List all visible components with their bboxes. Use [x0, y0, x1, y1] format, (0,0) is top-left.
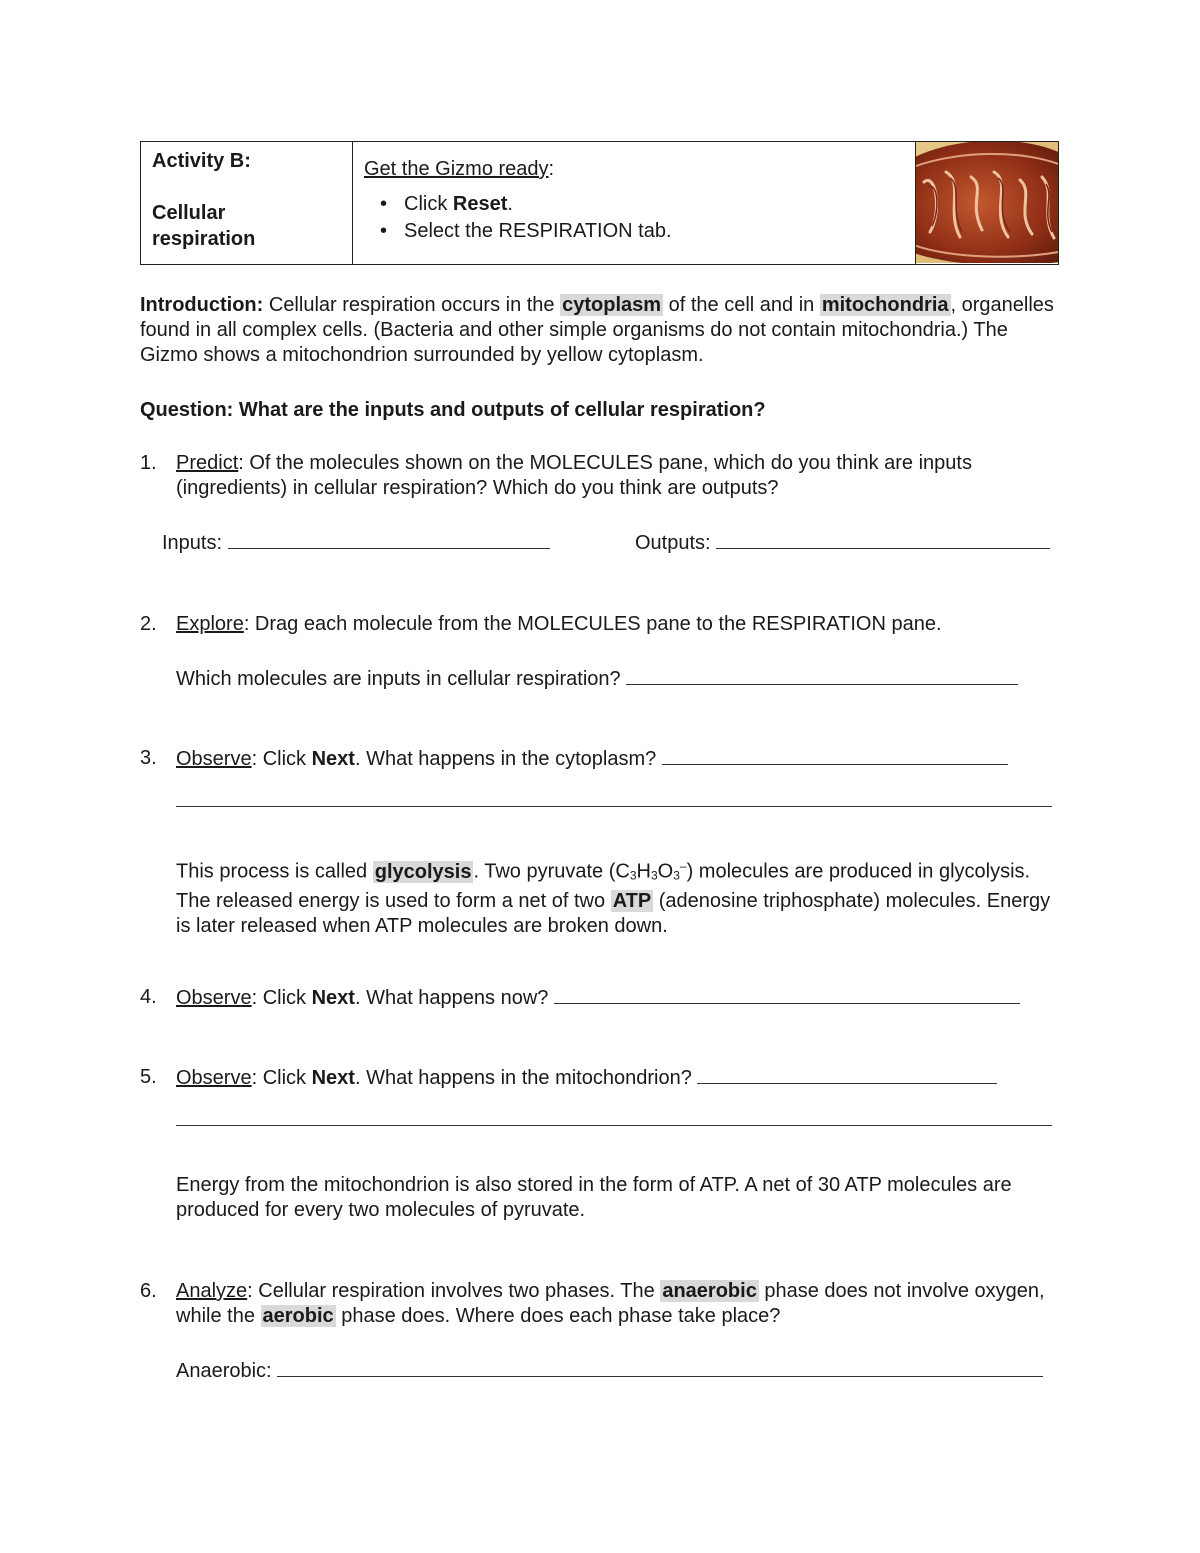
q3-answer-line-2[interactable] — [176, 806, 1052, 807]
term-glycolysis: glycolysis — [374, 860, 472, 883]
atp-paragraph: Energy from the mitochondrion is also stored in the form of ATP. A net of 30 ATP molecules are produced for every two molecules of pyruvate. — [176, 1174, 1012, 1221]
q5-answer-line-2[interactable] — [176, 1125, 1052, 1126]
setup-instructions-cell: Get the Gizmo ready: • Click Reset. • Select the RESPIRATION tab. — [353, 142, 916, 264]
activity-label: Activity B: — [152, 150, 251, 172]
outputs-answer-line[interactable]: Outputs: — [635, 530, 1050, 556]
term-cytoplasm: cytoplasm — [562, 294, 662, 316]
glycolysis-paragraph: This process is called glycolysis . Two pyruvate $(C_3H_3O_3^-)$ molecules are produced in glycolysis. The released energy is used to form a net of two ATP (adenosine triphosphate) molecules. Energy is later released when ATP molecules are broken down. — [176, 859, 1051, 937]
question-3: 3. Observe: Click Next. What happens in the cytoplasm? — [140, 746, 1060, 772]
activity-title-cell — [141, 142, 353, 264]
activity-title-line1: Cellular — [152, 202, 226, 224]
question-5: 5. Observe: Click Next. What happens in the mitochondrion? — [140, 1065, 1060, 1091]
setup-step-reset: • Click Reset. — [404, 191, 915, 218]
cytoplasm-answer-line[interactable] — [662, 746, 1008, 765]
question-heading: Question: What are the inputs and outputs of cellular respiration? — [140, 399, 766, 421]
question-1: 1. Predict: Of the molecules shown on the MOLECULES pane, which do you think are inputs (ingredients) in cellular respiration? Which do you think are outputs? — [140, 452, 972, 499]
term-atp: ATP — [612, 889, 652, 912]
inputs-answer-line[interactable]: Inputs: — [162, 530, 550, 556]
anaerobic-answer-line[interactable]: Anaerobic: — [176, 1358, 1060, 1384]
term-anaerobic: anaerobic — [662, 1280, 757, 1302]
question-4: 4. Observe: Click Next. What happens now? — [140, 985, 1060, 1011]
q4-answer-line[interactable] — [554, 985, 1020, 1004]
inputs-prompt[interactable]: Which molecules are inputs in cellular respiration? — [176, 666, 1060, 692]
term-mitochondria: mitochondria — [821, 294, 949, 316]
question-6: 6. Analyze: Cellular respiration involves two phases. The anaerobic phase does not involve oxygen, while the aerobic phase does. Where does each phase take place? — [140, 1280, 1045, 1327]
introduction-paragraph: Introduction: Cellular respiration occurs in the cytoplasm of the cell and in mitochondria , organelles found in all complex cells. (Bacteria and other simple organisms do not contain mitochondria.) The Gizmo shows a mitochondrion surrounded by yellow cytoplasm. — [140, 294, 1054, 366]
activity-header-table — [140, 141, 1059, 265]
setup-step-tab: • Select the RESPIRATION tab. — [404, 218, 915, 245]
setup-heading: Get the Gizmo ready — [364, 158, 549, 180]
setup-steps — [364, 191, 915, 245]
term-aerobic: aerobic — [262, 1305, 334, 1327]
mitochondrion-answer-line[interactable] — [697, 1065, 997, 1084]
question-2: 2. Explore: Drag each molecule from the MOLECULES pane to the RESPIRATION pane. — [140, 613, 942, 635]
mitochondrion-image — [916, 142, 1058, 264]
activity-title-line2: respiration — [152, 228, 256, 250]
